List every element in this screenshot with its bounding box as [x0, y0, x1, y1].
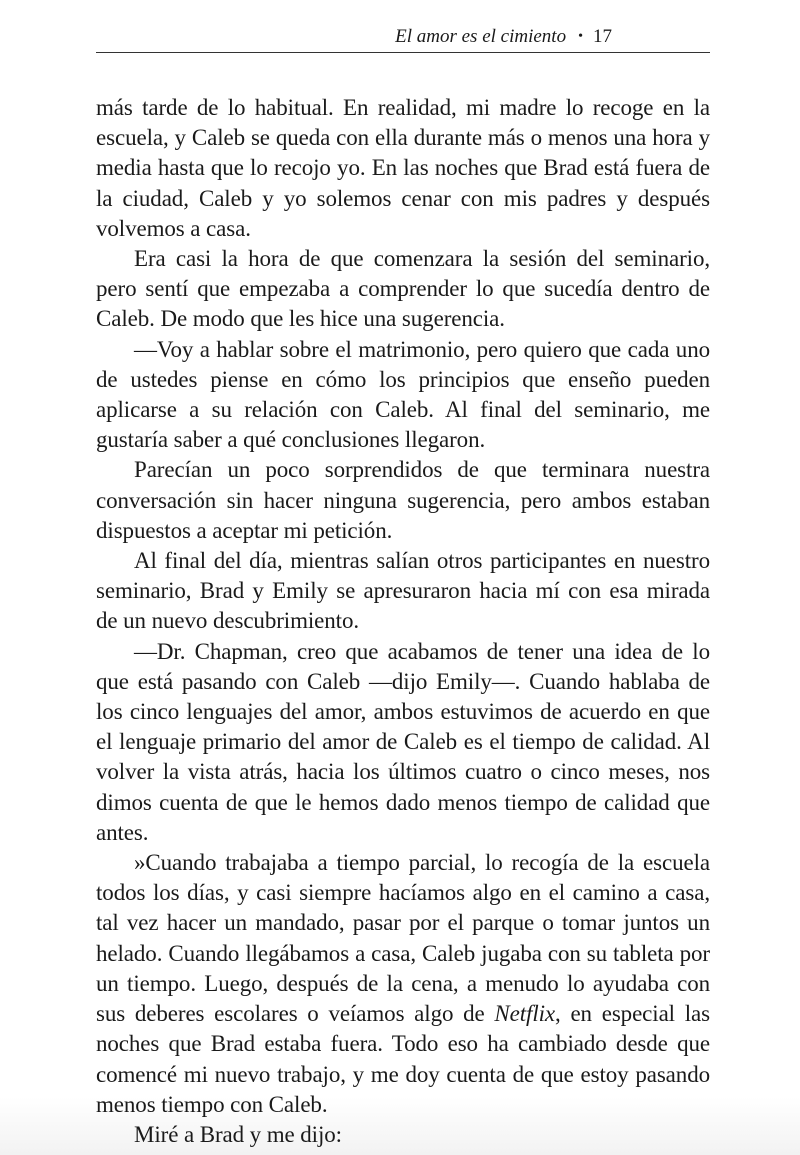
- paragraph-7-text-a: »Cuando trabajaba a tiempo parcial, lo recogía de la escuela todos los días, y casi siempre hacíamos algo en el camino a casa, tal vez hacer un mandado, pasar por el parque o tomar juntos un helado. Cuando llegábamos a casa, Caleb jugaba con su tableta por un tiempo. Luego, después de la cena, a menudo lo ayudaba con sus deberes escolares o veíamos algo de: [96, 850, 710, 1027]
- page-number: 17: [593, 26, 612, 47]
- paragraph-5: Al final del día, mientras salían otros participantes en nuestro seminario, Brad y Emily se apresuraron hacia mí con esa mirada de un nuevo descubrimiento.: [96, 548, 710, 634]
- paragraph-7-text-b: , en especial las noches que Brad estaba fuera. Todo eso ha cambiado desde que comencé mi nuevo trabajo, y me doy cuenta de que estoy pasando menos tiempo con Caleb.: [96, 1001, 710, 1117]
- paragraph-1: más tarde de lo habitual. En realidad, mi madre lo recoge en la escuela, y Caleb se queda con ella durante más o menos una hora y media hasta que lo recojo yo. En las noches que Brad está fuera de la ciudad, Caleb y yo solemos cenar con mis padres y después volvemos a casa.: [96, 95, 710, 241]
- running-header: [96, 22, 710, 53]
- header-bullet: •: [578, 29, 583, 44]
- paragraph-6: —Dr. Chapman, creo que acabamos de tener una idea de lo que está pasando con Caleb —dijo Emily—. Cuando hablaba de los cinco lenguajes del amor, ambos estuvimos de acuerdo en que el lenguaje primario del amor de Caleb es el tiempo de calidad. Al volver la vista atrás, hacia los últimos cuatro o cinco meses, nos dimos cuenta de que le hemos dado menos tiempo de calidad que antes.: [96, 638, 710, 845]
- paragraph-2: Era casi la hora de que comenzara la sesión del seminario, pero sentí que empezaba a comprender lo que sucedía dentro de Caleb. De modo que les hice una sugerencia.: [96, 246, 710, 332]
- paragraph-8: Miré a Brad y me dijo:: [134, 1121, 342, 1147]
- paragraph-4: Parecían un poco sorprendidos de que terminara nuestra conversación sin hacer ninguna sugerencia, pero ambos estaban dispuestos a aceptar mi petición.: [96, 457, 710, 543]
- chapter-title: El amor es el cimiento: [395, 26, 567, 47]
- body-text: [96, 93, 710, 1150]
- paragraph-3: —Voy a hablar sobre el matrimonio, pero quiero que cada uno de ustedes piense en cómo los principios que enseño pueden aplicarse a su relación con Caleb. Al final del seminario, me gustaría saber a qué conclusiones llegaron.: [96, 336, 710, 453]
- netflix-title: Netflix: [494, 1001, 556, 1027]
- paragraph-7: [96, 848, 710, 1120]
